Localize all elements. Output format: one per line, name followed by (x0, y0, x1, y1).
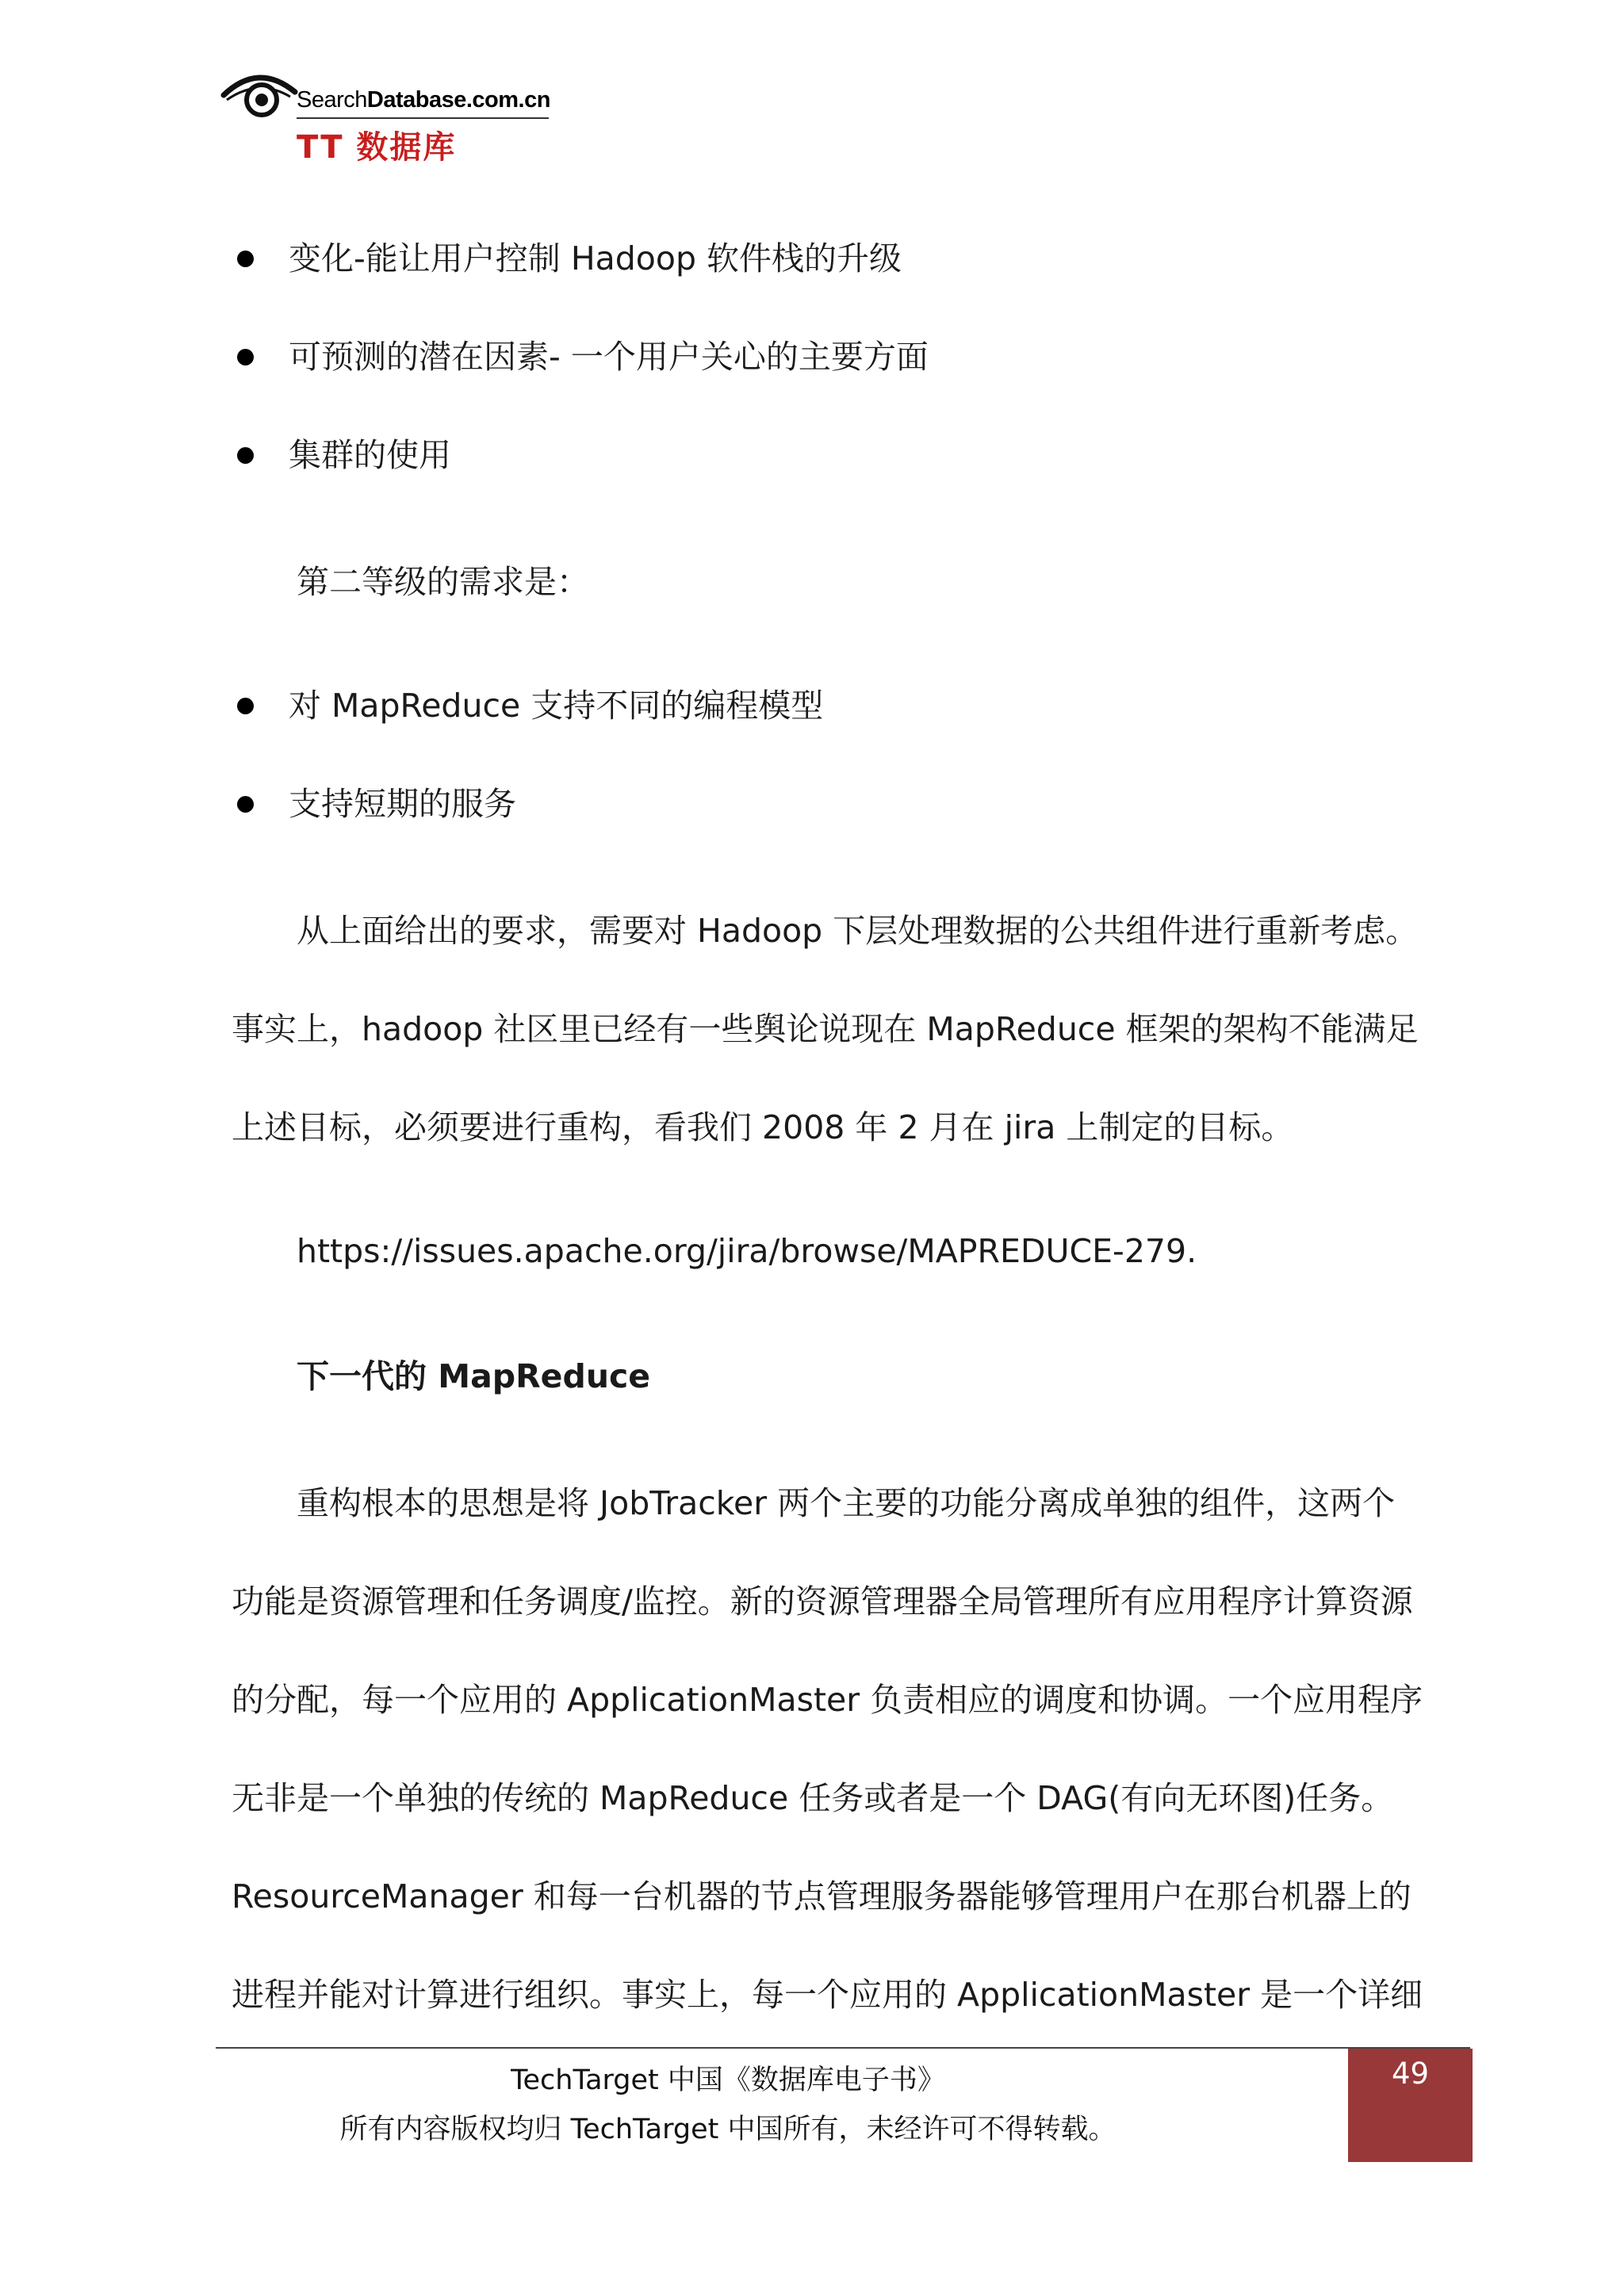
list-item: 可预测的潜在因素- 一个用户关心的主要方面 (289, 338, 929, 376)
section-heading: 下一代的 MapReduce (297, 1357, 651, 1395)
page-number: 49 (1391, 2057, 1430, 2091)
paragraph-line: 从上面给出的要求，需要对 Hadoop 下层处理数据的公共组件进行重新考虑。 (297, 912, 1419, 950)
bullet-dot (237, 698, 254, 714)
list-item: 支持短期的服务 (289, 785, 516, 823)
logo-underline (297, 117, 549, 119)
logo-site-name: Database.com.cn (366, 87, 550, 113)
footer-title: TechTarget 中国《数据库电子书》 (511, 2064, 945, 2096)
list-item: 集群的使用 (289, 436, 451, 474)
logo-site-prefix: Search (297, 87, 367, 113)
bullet-dot (237, 349, 254, 365)
bullet-dot (237, 447, 254, 464)
list-item: 变化-能让用户控制 Hadoop 软件栈的升级 (289, 239, 902, 277)
jira-link[interactable]: https://issues.apache.org/jira/browse/MAPREDUCE-279. (297, 1232, 1197, 1270)
footer-divider (216, 2047, 1470, 2049)
paragraph-line: ResourceManager 和每一台机器的节点管理服务器能够管理用户在那台机器上的 (232, 1877, 1411, 1915)
second-level-intro: 第二等级的需求是： (297, 563, 589, 601)
paragraph-line: 功能是资源管理和任务调度/监控。新的资源管理器全局管理所有应用程序计算资源 (232, 1582, 1413, 1621)
footer-copyright: 所有内容版权均归 TechTarget 中国所有，未经许可不得转载。 (339, 2114, 1116, 2145)
paragraph-line: 的分配，每一个应用的 ApplicationMaster 负责相应的调度和协调。一个应用程序 (232, 1681, 1423, 1719)
page-number-box (1348, 2049, 1473, 2162)
paragraph-line: 无非是一个单独的传统的 MapReduce 任务或者是一个 DAG(有向无环图)任务。 (232, 1779, 1394, 1817)
bullet-dot (237, 251, 254, 267)
paragraph-line: 重构根本的思想是将 JobTracker 两个主要的功能分离成单独的组件，这两个 (297, 1484, 1396, 1522)
list-item: 对 MapReduce 支持不同的编程模型 (289, 687, 824, 725)
paragraph-line: 上述目标，必须要进行重构，看我们 2008 年 2 月在 jira 上制定的目标。 (232, 1108, 1294, 1146)
paragraph-line: 进程并能对计算进行组织。事实上，每一个应用的 ApplicationMaster 是一个详细 (232, 1976, 1423, 2014)
site-logo[interactable] (220, 68, 561, 171)
bullet-dot (237, 796, 254, 813)
paragraph-line: 事实上，hadoop 社区里已经有一些舆论说现在 MapReduce 框架的架构不能满足 (232, 1010, 1419, 1048)
eye-logo-icon (220, 68, 300, 124)
logo-site-text (297, 87, 550, 113)
logo-brand: TT 数据库 (297, 129, 457, 166)
